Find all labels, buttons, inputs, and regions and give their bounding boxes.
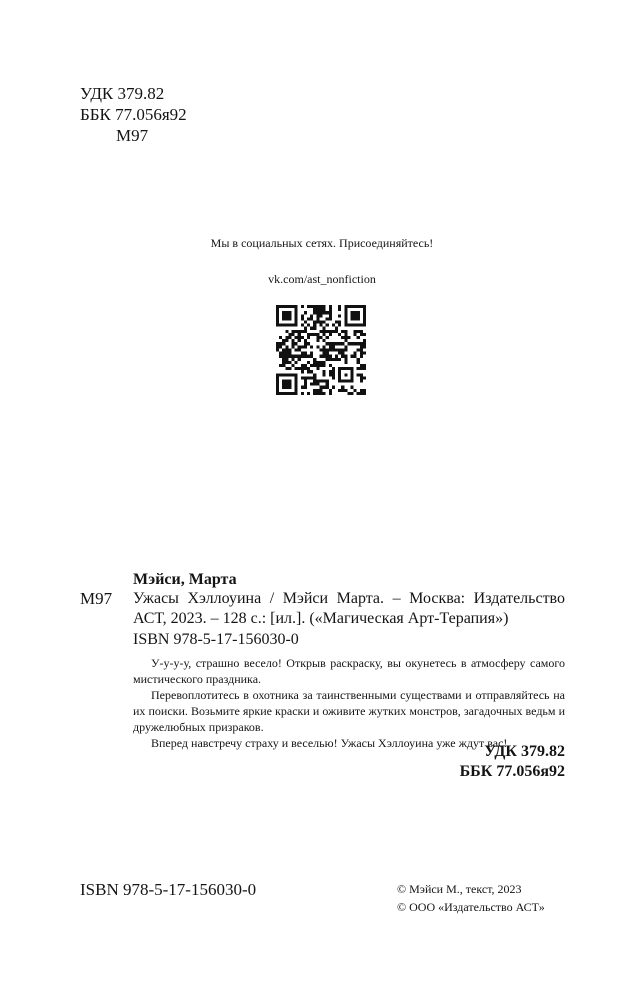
- bbk-code: ББК 77.056я92: [80, 105, 187, 124]
- annotation-paragraph: У-у-у-у, страшно весело! Открыв раскраску, вы окунетесь в атмосферу самого мистического праздника.: [133, 656, 565, 686]
- qr-code[interactable]: [276, 305, 366, 395]
- annotation-paragraph: Перевоплотитесь в охотника за таинственными существами и отправляйтесь на их поиски. Возьмите яркие краски и оживите жутких монстров, загадочных ведьм и дружелюбных призраков.: [133, 688, 565, 734]
- bbk-code: ББК 77.056я92: [459, 763, 565, 780]
- udk-code: УДК 379.82: [484, 743, 565, 760]
- right-classification-codes: [360, 742, 565, 782]
- bibliographic-description: Ужасы Хэллоуина / Мэйси Марта. – Москва: Издательство АСТ, 2023. – 128 с.: [ил.]. («Магическая Арт-Терапия»): [133, 590, 565, 627]
- udk-code: УДК 379.82: [80, 84, 165, 103]
- social-link[interactable]: vk.com/ast_nonfiction: [268, 272, 376, 286]
- annotation-paragraph: Вперед навстречу страху и веселью! Ужасы Хэллоуина уже ждут вас!: [151, 736, 508, 750]
- author-cutter-code: М97: [116, 126, 149, 145]
- author-name: Мэйси, Марта: [133, 571, 237, 588]
- record-isbn: ISBN 978-5-17-156030-0: [133, 631, 299, 648]
- footer-isbn: ISBN 978-5-17-156030-0: [80, 880, 257, 899]
- header-classification-codes: [80, 83, 187, 146]
- social-invite: Мы в социальных сетях. Присоединяйтесь!: [210, 236, 434, 250]
- copyright-block: [397, 880, 545, 916]
- annotation: [133, 655, 565, 751]
- record-cutter-code: М97: [80, 589, 113, 608]
- copyright-publisher: © ООО «Издательство АСТ»: [397, 900, 545, 914]
- copyright-author: © Мэйси М., текст, 2023: [397, 882, 522, 896]
